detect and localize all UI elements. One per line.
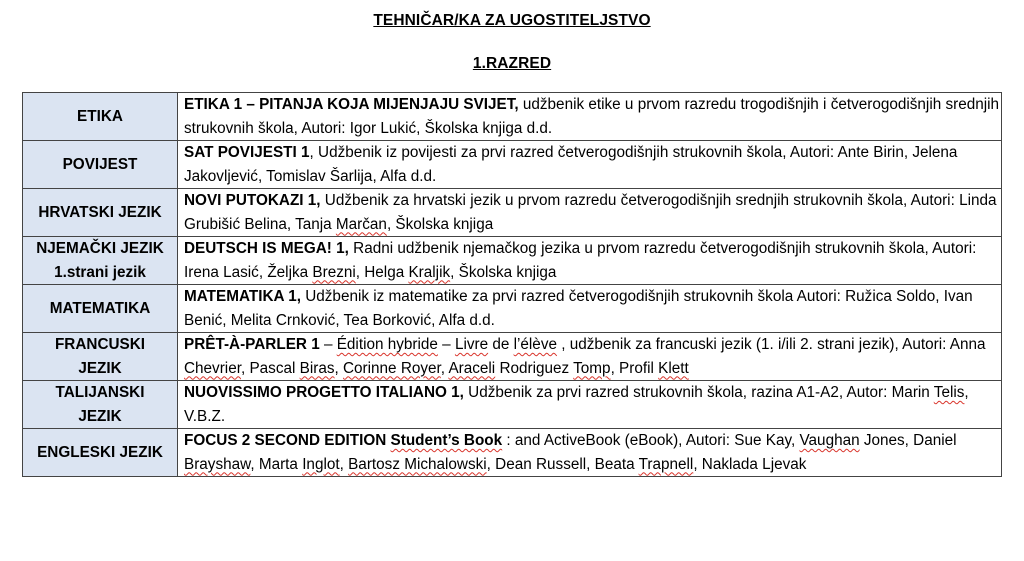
table-row: [23, 429, 1002, 477]
description-segment: , Naklada Ljevak: [693, 455, 807, 473]
subject-name: TALIJANSKI: [55, 384, 145, 401]
subject-name: MATEMATIKA: [49, 299, 151, 317]
subject-cell: [23, 285, 178, 333]
description-segment: Biras: [299, 359, 335, 377]
table-row: [23, 333, 1002, 381]
description-segment: , V.B.Z.: [184, 384, 969, 425]
description-segment: Corinne Royer: [343, 359, 441, 377]
subject-subtitle: JEZIK: [78, 407, 122, 425]
subject-subtitle: JEZIK: [78, 359, 122, 377]
subject-cell: [23, 141, 178, 189]
textbook-description: [178, 285, 1002, 333]
description-segment: , Profil: [610, 359, 659, 377]
table-row: [23, 141, 1002, 189]
textbook-title-segment: Student’s Book: [390, 432, 503, 449]
description-segment: Araceli: [448, 359, 496, 377]
table-row: [23, 237, 1002, 285]
description-segment: , Dean Russell, Beata: [486, 455, 639, 473]
description-segment: –: [319, 336, 337, 353]
description-segment: Klett: [658, 359, 689, 377]
subject-cell: [23, 333, 178, 381]
description-segment: l’élève: [513, 336, 557, 353]
description-segment: udžbenik etike u prvom razredu trogodišnjih i četverogodišnjih srednjih strukovnih škola, Autori: Igor Lukić, Školska knjiga d.d.: [184, 96, 1000, 137]
description-segment: Livre: [454, 336, 489, 353]
description-segment: Radni udžbenik njemačkog jezika u prvom razredu četverogodišnjih strukovnih škola, Autori: Irena Lasić, Željka: [184, 240, 977, 281]
textbook-description: [178, 189, 1002, 237]
textbook-description: [178, 381, 1002, 429]
description-segment: Édition hybride: [336, 336, 438, 353]
description-segment: Jones, Daniel: [859, 432, 957, 449]
description-segment: Brezni: [312, 263, 356, 281]
textbook-title-segment: MATEMATIKA 1,: [184, 288, 301, 305]
description-segment: , Školska knjiga: [450, 263, 557, 281]
description-segment: Telis: [933, 384, 965, 401]
textbook-title-segment: ETIKA 1 – PITANJA KOJA MIJENJAJU SVIJET,: [184, 96, 519, 113]
table-row: [23, 285, 1002, 333]
document-title: TEHNIČAR/KA ZA UGOSTITELJSTVO: [373, 12, 651, 29]
description-segment: Vaughan: [799, 432, 860, 449]
description-segment: , udžbenik za francuski jezik (1. i/ili 2. strani jezik), Autori: Anna: [556, 336, 986, 353]
subject-name: FRANCUSKI: [54, 336, 146, 353]
subject-cell: [23, 429, 178, 477]
description-segment: ,: [440, 359, 449, 377]
description-segment: , Pascal: [240, 359, 300, 377]
description-segment: Rodriguez: [495, 359, 574, 377]
textbook-title-segment: NUOVISSIMO PROGETTO ITALIANO 1,: [184, 384, 464, 401]
subject-name: POVIJEST: [62, 155, 138, 173]
subject-cell: [23, 189, 178, 237]
description-segment: Inglot: [302, 455, 340, 473]
subject-name: HRVATSKI JEZIK: [38, 203, 162, 221]
textbook-description: [178, 93, 1002, 141]
description-segment: , Helga: [355, 263, 409, 281]
description-segment: Udžbenik za hrvatski jezik u prvom razredu četverogodišnjih srednjih strukovnih škola, Autori: Linda Grubišić Belina, Tanja: [184, 192, 997, 233]
textbook-description: [178, 333, 1002, 381]
description-segment: Kraljik: [408, 263, 451, 281]
textbook-title-segment: DEUTSCH IS MEGA! 1,: [184, 240, 349, 257]
table-row: [23, 93, 1002, 141]
subject-name: ENGLESKI JEZIK: [37, 443, 163, 461]
description-segment: Brayshaw: [184, 455, 251, 473]
table-row: [23, 189, 1002, 237]
subject-subtitle: 1.strani jezik: [54, 263, 146, 281]
subject-name: ETIKA: [77, 107, 123, 125]
description-segment: Udžbenik iz matematike za prvi razred četverogodišnjih strukovnih škola Autori: Ružica Soldo, Ivan Benić, Melita Crnković, Tea Borković, Alfa d.d.: [184, 288, 973, 329]
textbook-title-segment: PRÊT-À-PARLER 1: [184, 336, 320, 353]
description-segment: Udžbenik za prvi razred strukovnih škola, razina A1-A2, Autor: Marin: [463, 384, 934, 401]
description-segment: Marčan: [335, 215, 387, 233]
subject-cell: [23, 93, 178, 141]
textbook-title-segment: SAT POVIJESTI 1: [184, 144, 310, 161]
textbook-title-segment: NOVI PUTOKAZI 1,: [184, 192, 321, 209]
description-segment: de: [488, 336, 514, 353]
description-segment: –: [437, 336, 455, 353]
textbook-description: [178, 429, 1002, 477]
description-segment: ,: [334, 359, 343, 377]
description-segment: , Školska knjiga: [386, 215, 494, 233]
description-segment: , Udžbenik iz povijesti za prvi razred četverogodišnjih strukovnih škola, Autori: Ante Birin, Jelena Jakovljević, Tomislav Šarlija, Alfa d.d.: [184, 144, 958, 185]
subject-cell: [23, 381, 178, 429]
description-segment: Tomp: [573, 359, 611, 377]
subject-cell: [23, 237, 178, 285]
textbook-description: [178, 141, 1002, 189]
textbook-title-segment: FOCUS 2 SECOND EDITION: [184, 432, 391, 449]
table-row: [23, 381, 1002, 429]
textbook-description: [178, 237, 1002, 285]
textbook-table: [22, 92, 1002, 477]
description-segment: ,: [339, 455, 349, 473]
subject-name: NJEMAČKI JEZIK: [36, 240, 164, 257]
description-segment: Trapnell: [638, 455, 694, 473]
grade-heading: 1.RAZRED: [472, 55, 552, 72]
description-segment: , Marta: [250, 455, 303, 473]
description-segment: : and ActiveBook (eBook), Autori: Sue Kay,: [502, 432, 800, 449]
description-segment: Bartosz Michalowski: [348, 455, 487, 473]
description-segment: Chevrier: [184, 359, 241, 377]
